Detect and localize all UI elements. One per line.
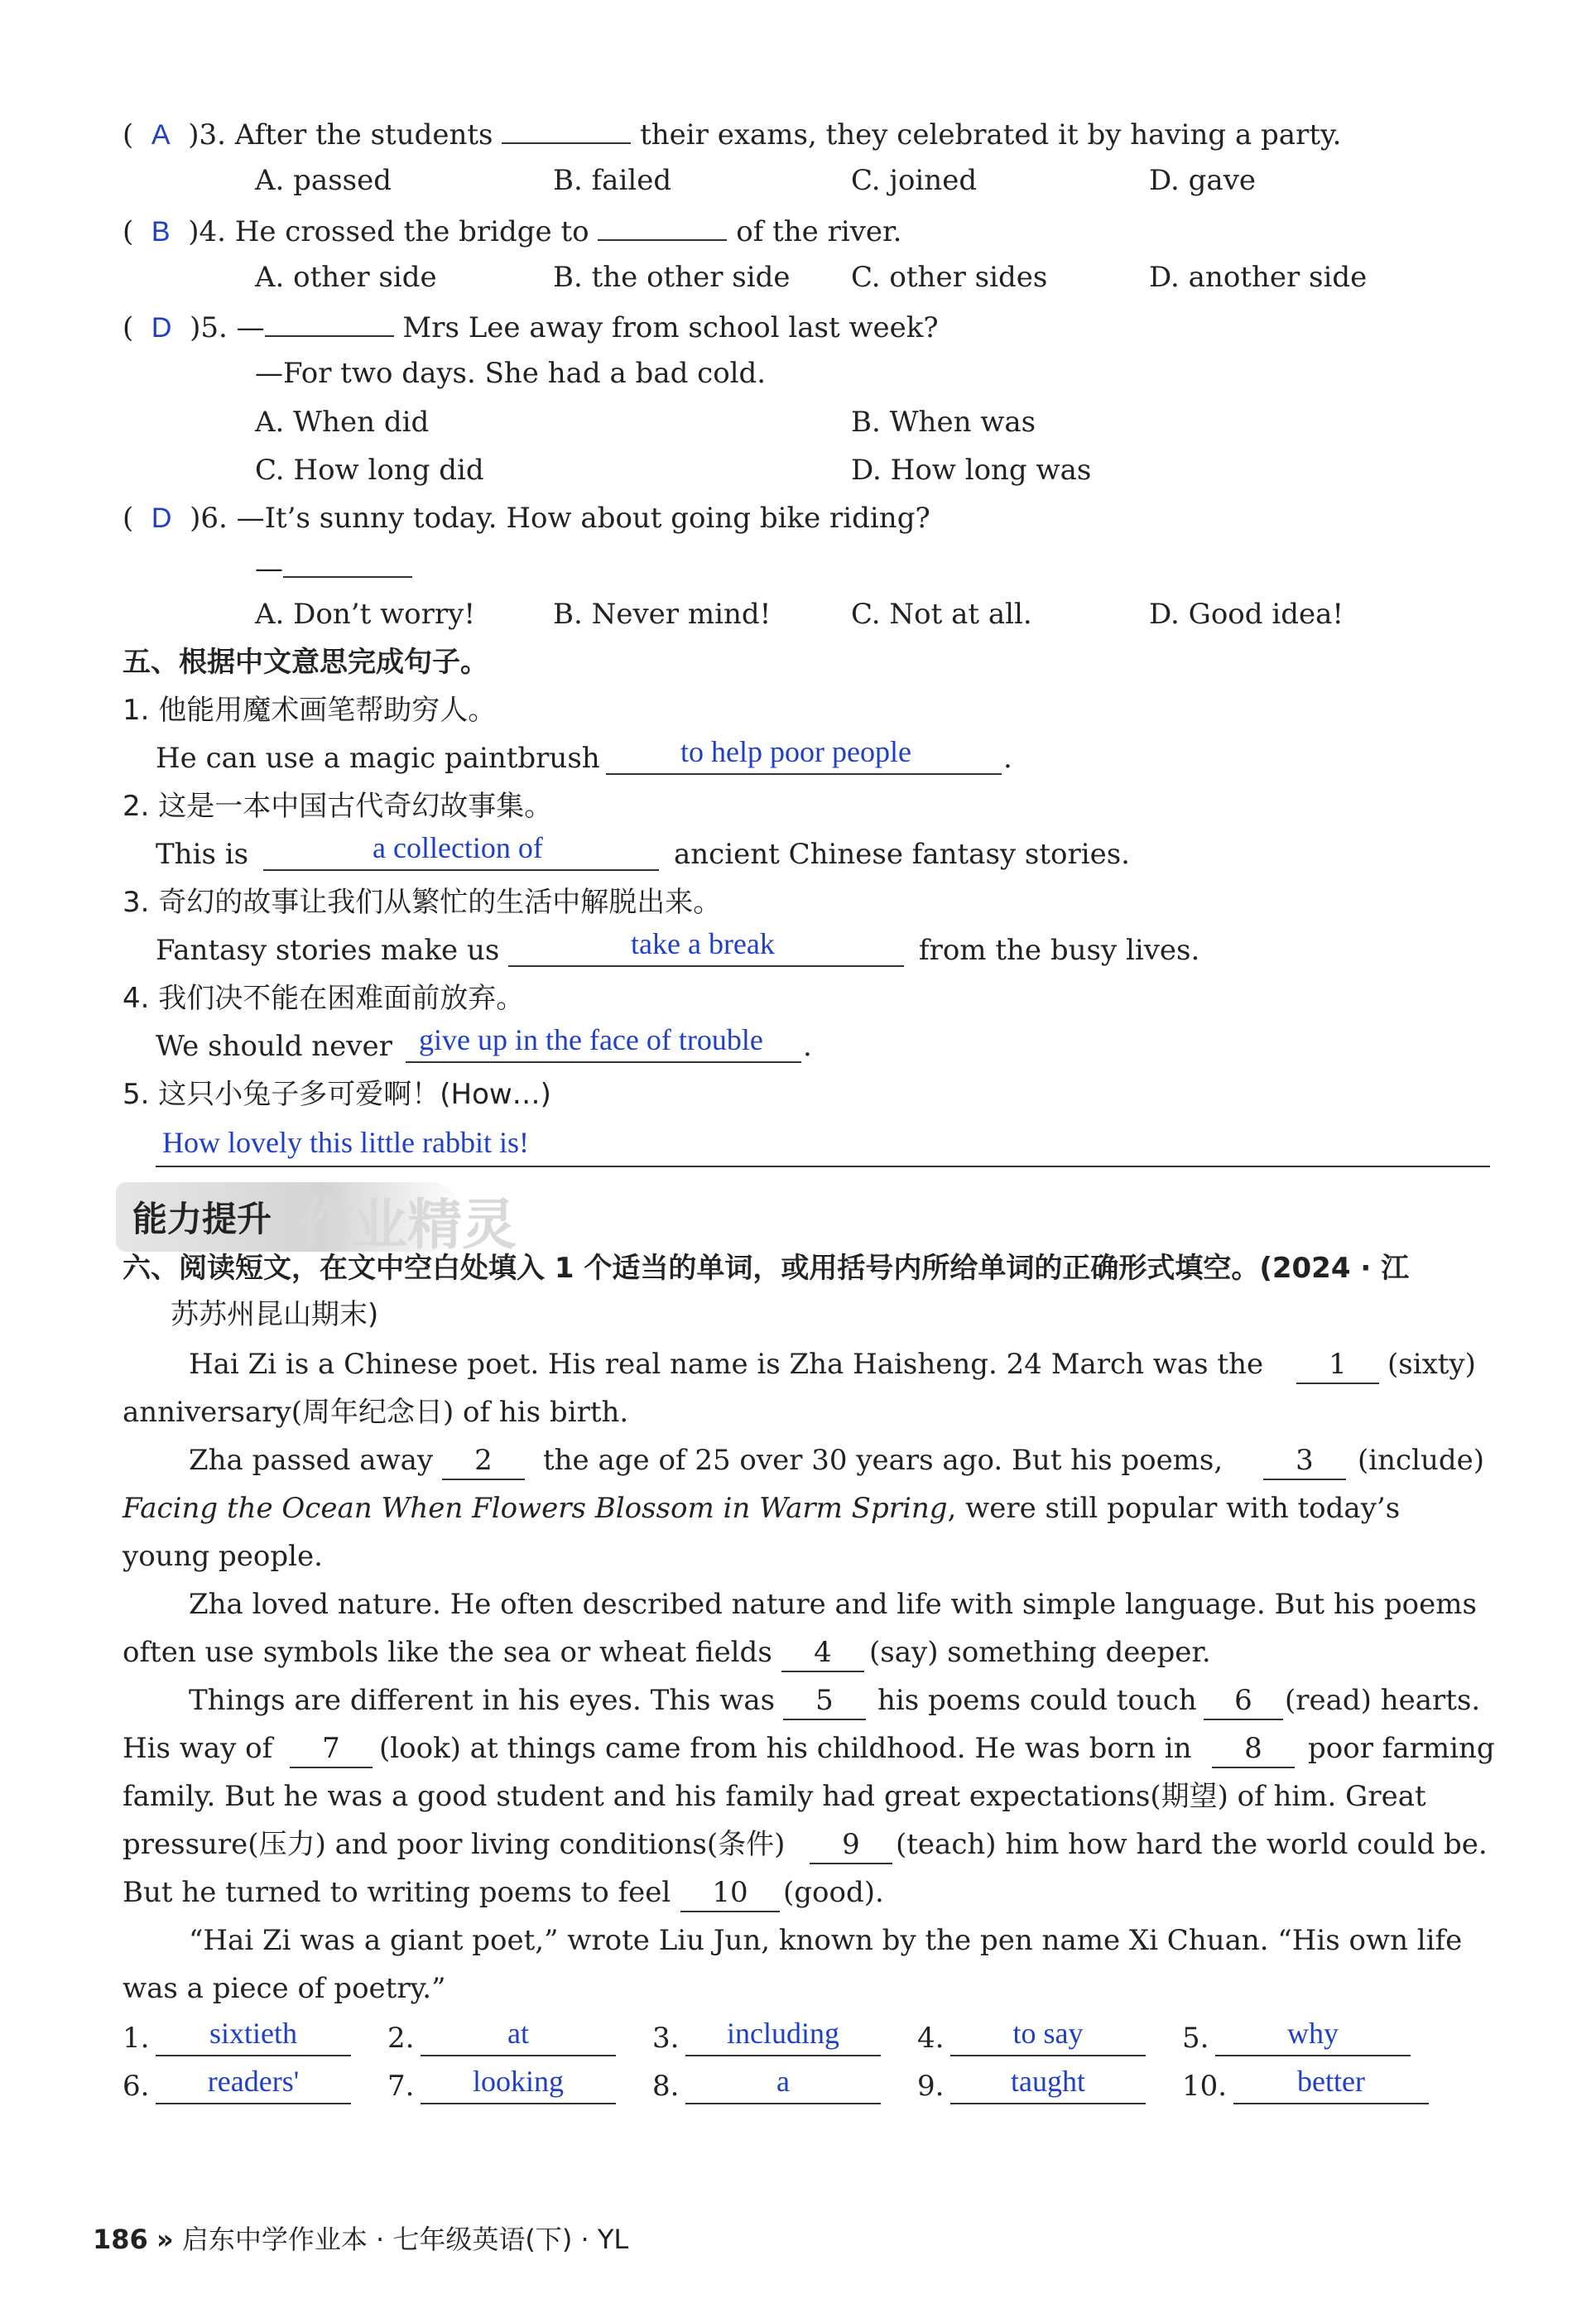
ans-3: including bbox=[727, 2017, 839, 2050]
mc-q5-answer: D bbox=[151, 312, 172, 344]
p4-line1b: his poems could touch bbox=[877, 1684, 1197, 1717]
p4-line5b: (good). bbox=[783, 1876, 884, 1909]
s5-item3-cn: 3. 奇幻的故事让我们从繁忙的生活中解脱出来。 bbox=[123, 886, 722, 919]
mc-q4-stem: ( B )4. He crossed the bridge to of the river. bbox=[123, 211, 901, 250]
mc-q4-option-a: A. other side bbox=[255, 261, 437, 294]
s5-item5-answer: How lovely this little rabbit is! bbox=[162, 1126, 529, 1159]
blank-9: 9 bbox=[810, 1826, 892, 1864]
s5-item3-en-b: from the busy lives. bbox=[919, 934, 1200, 967]
s5-item2-blank bbox=[263, 869, 659, 871]
p1-line1b: (sixty) bbox=[1387, 1348, 1476, 1381]
mc-q5-reply: —For two days. She had a bad cold. bbox=[255, 357, 767, 390]
p4-line1c: (read) hearts. bbox=[1285, 1684, 1481, 1717]
mc-q6-stem: ( D )6. —It’s sunny today. How about going bike riding? bbox=[123, 502, 930, 535]
p4-line2a: His way of bbox=[123, 1732, 273, 1765]
s5-item2-answer: a collection of bbox=[373, 831, 543, 864]
s5-item4-en-b: . bbox=[803, 1030, 812, 1063]
blank-1: 1 bbox=[1296, 1346, 1379, 1384]
ans-num-8: 8. bbox=[652, 2070, 680, 2103]
mc-q6-option-c: C. Not at all. bbox=[851, 598, 1032, 631]
mc-q5-option-b: B. When was bbox=[851, 406, 1036, 439]
section6-title-line2: 苏苏州昆山期末) bbox=[171, 1298, 379, 1331]
ans-line-6 bbox=[156, 2103, 351, 2104]
mc-q6-reply: — bbox=[255, 548, 412, 587]
ans-8: a bbox=[776, 2065, 790, 2098]
blank-10: 10 bbox=[680, 1874, 780, 1912]
mc-q4-answer: B bbox=[151, 216, 171, 248]
s5-item2-en-b: ancient Chinese fantasy stories. bbox=[674, 838, 1130, 871]
ans-num-5: 5. bbox=[1182, 2022, 1209, 2055]
p3-line2a: often use symbols like the sea or wheat fields bbox=[123, 1636, 772, 1669]
s5-item4-en-a: We should never bbox=[156, 1030, 392, 1063]
p4-line2b: (look) at things came from his childhood. He was born in bbox=[379, 1732, 1192, 1765]
p1-line1a: Hai Zi is a Chinese poet. His real name is Zha Haisheng. 24 March was the bbox=[189, 1348, 1264, 1381]
s5-item5-blank bbox=[156, 1166, 1490, 1167]
p4-line3: family. But he was a good student and his family had great expectations(期望) of him. Great bbox=[123, 1780, 1426, 1813]
mc-q3-stem: ( A )3. After the students their exams, they celebrated it by having a party. bbox=[123, 114, 1342, 153]
p3-line2b: (say) something deeper. bbox=[869, 1636, 1211, 1669]
s5-item1-answer: to help poor people bbox=[680, 735, 911, 768]
ans-4: to say bbox=[1012, 2017, 1084, 2050]
p4-line2c: poor farming bbox=[1308, 1732, 1495, 1765]
watermark-text: 作业精灵 bbox=[298, 1193, 517, 1257]
p2-line1c: (include) bbox=[1358, 1444, 1484, 1477]
p5-line2: was a piece of poetry.” bbox=[123, 1972, 446, 2005]
mc-q6-option-d: D. Good idea! bbox=[1149, 598, 1344, 631]
page-footer bbox=[93, 2219, 628, 2257]
s5-item4-blank bbox=[406, 1061, 801, 1063]
s5-item4-cn: 4. 我们决不能在困难面前放弃。 bbox=[123, 982, 525, 1015]
section5-title: 五、根据中文意思完成句子。 bbox=[123, 646, 488, 679]
mc-q4-option-b: B. the other side bbox=[553, 261, 791, 294]
p4-line1a: Things are different in his eyes. This was bbox=[189, 1684, 776, 1717]
ans-line-5 bbox=[1215, 2055, 1411, 2056]
ans-num-3: 3. bbox=[652, 2022, 680, 2055]
blank-8: 8 bbox=[1212, 1730, 1295, 1768]
ans-line-1 bbox=[156, 2055, 351, 2056]
ans-line-9 bbox=[950, 2103, 1146, 2104]
mc-q3-option-b: B. failed bbox=[553, 164, 672, 197]
mc-q5-stem: ( D )5. — Mrs Lee away from school last week? bbox=[123, 307, 939, 346]
ans-5: why bbox=[1287, 2017, 1339, 2050]
ans-6: readers' bbox=[207, 2065, 300, 2098]
p1-line2: anniversary(周年纪念日) of his birth. bbox=[123, 1396, 629, 1429]
s5-item1-cn: 1. 他能用魔术画笔帮助穷人。 bbox=[123, 694, 497, 727]
ans-7: looking bbox=[472, 2065, 564, 2098]
blank-5: 5 bbox=[783, 1682, 866, 1720]
p4-line4b: (teach) him how hard the world could be. bbox=[896, 1828, 1488, 1861]
ans-line-7 bbox=[421, 2103, 616, 2104]
p2-line1b: the age of 25 over 30 years ago. But his poems, bbox=[543, 1444, 1223, 1477]
mc-q4-option-c: C. other sides bbox=[851, 261, 1048, 294]
blank-3: 3 bbox=[1263, 1442, 1346, 1480]
mc-q3-option-a: A. passed bbox=[255, 164, 392, 197]
mc-q4-option-d: D. another side bbox=[1149, 261, 1368, 294]
s5-item3-answer: take a break bbox=[631, 927, 775, 960]
s5-item1-blank bbox=[606, 773, 1002, 775]
p2-line2: Facing the Ocean When Flowers Blossom in Warm Spring, were still popular with today’s bbox=[123, 1492, 1401, 1525]
section6-title-line1: 六、阅读短文，在文中空白处填入 1 个适当的单词，或用括号内所给单词的正确形式填空。(2024 · 江 bbox=[123, 1252, 1410, 1285]
p3-line1: Zha loved nature. He often described nature and life with simple language. But his poems bbox=[189, 1588, 1477, 1621]
mc-q6-answer: D bbox=[151, 503, 172, 534]
page-number: 186 bbox=[93, 2224, 148, 2255]
ans-line-8 bbox=[685, 2103, 881, 2104]
ans-line-10 bbox=[1233, 2103, 1429, 2104]
ans-num-10: 10. bbox=[1182, 2070, 1228, 2103]
ans-2: at bbox=[507, 2017, 529, 2050]
ans-9: taught bbox=[1011, 2065, 1085, 2098]
ability-banner-title: 能力提升 bbox=[132, 1199, 272, 1239]
mc-q3-answer: A bbox=[151, 119, 171, 151]
mc-q3-option-d: D. gave bbox=[1149, 164, 1257, 197]
s5-item3-blank bbox=[508, 965, 904, 967]
mc-q5-option-a: A. When did bbox=[255, 406, 430, 439]
s5-item1-en-a: He can use a magic paintbrush bbox=[156, 742, 600, 775]
p2-line1a: Zha passed away bbox=[189, 1444, 434, 1477]
s5-item1-en-b: . bbox=[1003, 742, 1012, 775]
ans-num-4: 4. bbox=[917, 2022, 945, 2055]
blank-4: 4 bbox=[781, 1634, 864, 1672]
s5-item5-cn: 5. 这只小兔子多可爱啊！(How…) bbox=[123, 1078, 551, 1111]
ans-10: better bbox=[1297, 2065, 1365, 2098]
mc-q6-option-a: A. Don’t worry! bbox=[255, 598, 476, 631]
ans-num-9: 9. bbox=[917, 2070, 945, 2103]
blank-7: 7 bbox=[290, 1730, 373, 1768]
ans-num-7: 7. bbox=[387, 2070, 415, 2103]
blank-6: 6 bbox=[1204, 1682, 1283, 1720]
ans-num-2: 2. bbox=[387, 2022, 415, 2055]
ans-num-6: 6. bbox=[123, 2070, 150, 2103]
s5-item2-cn: 2. 这是一本中国古代奇幻故事集。 bbox=[123, 790, 553, 823]
ans-num-1: 1. bbox=[123, 2022, 150, 2055]
ans-line-3 bbox=[685, 2055, 881, 2056]
p4-line5a: But he turned to writing poems to feel bbox=[123, 1876, 671, 1909]
mc-q3-option-c: C. joined bbox=[851, 164, 978, 197]
p4-line4a: pressure(压力) and poor living conditions(条件) bbox=[123, 1828, 786, 1861]
mc-q6-option-b: B. Never mind! bbox=[553, 598, 772, 631]
chevron-right-icon: » bbox=[156, 2224, 174, 2255]
poem-title: Facing the Ocean When Flowers Blossom in Warm Spring bbox=[123, 1492, 948, 1525]
ans-line-4 bbox=[950, 2055, 1146, 2056]
mc-q5-option-c: C. How long did bbox=[255, 454, 484, 487]
blank-2: 2 bbox=[442, 1442, 525, 1480]
book-title: 启东中学作业本 · 七年级英语(下) · YL bbox=[181, 2224, 629, 2255]
ans-line-2 bbox=[421, 2055, 616, 2056]
s5-item4-answer: give up in the face of trouble bbox=[419, 1023, 763, 1056]
ans-1: sixtieth bbox=[209, 2017, 297, 2050]
p2-line3: young people. bbox=[123, 1540, 323, 1573]
mc-q5-option-d: D. How long was bbox=[851, 454, 1092, 487]
s5-item3-en-a: Fantasy stories make us bbox=[156, 934, 500, 967]
p5-line1: “Hai Zi was a giant poet,” wrote Liu Jun, known by the pen name Xi Chuan. “His own life bbox=[189, 1924, 1463, 1957]
s5-item2-en-a: This is bbox=[156, 838, 249, 871]
